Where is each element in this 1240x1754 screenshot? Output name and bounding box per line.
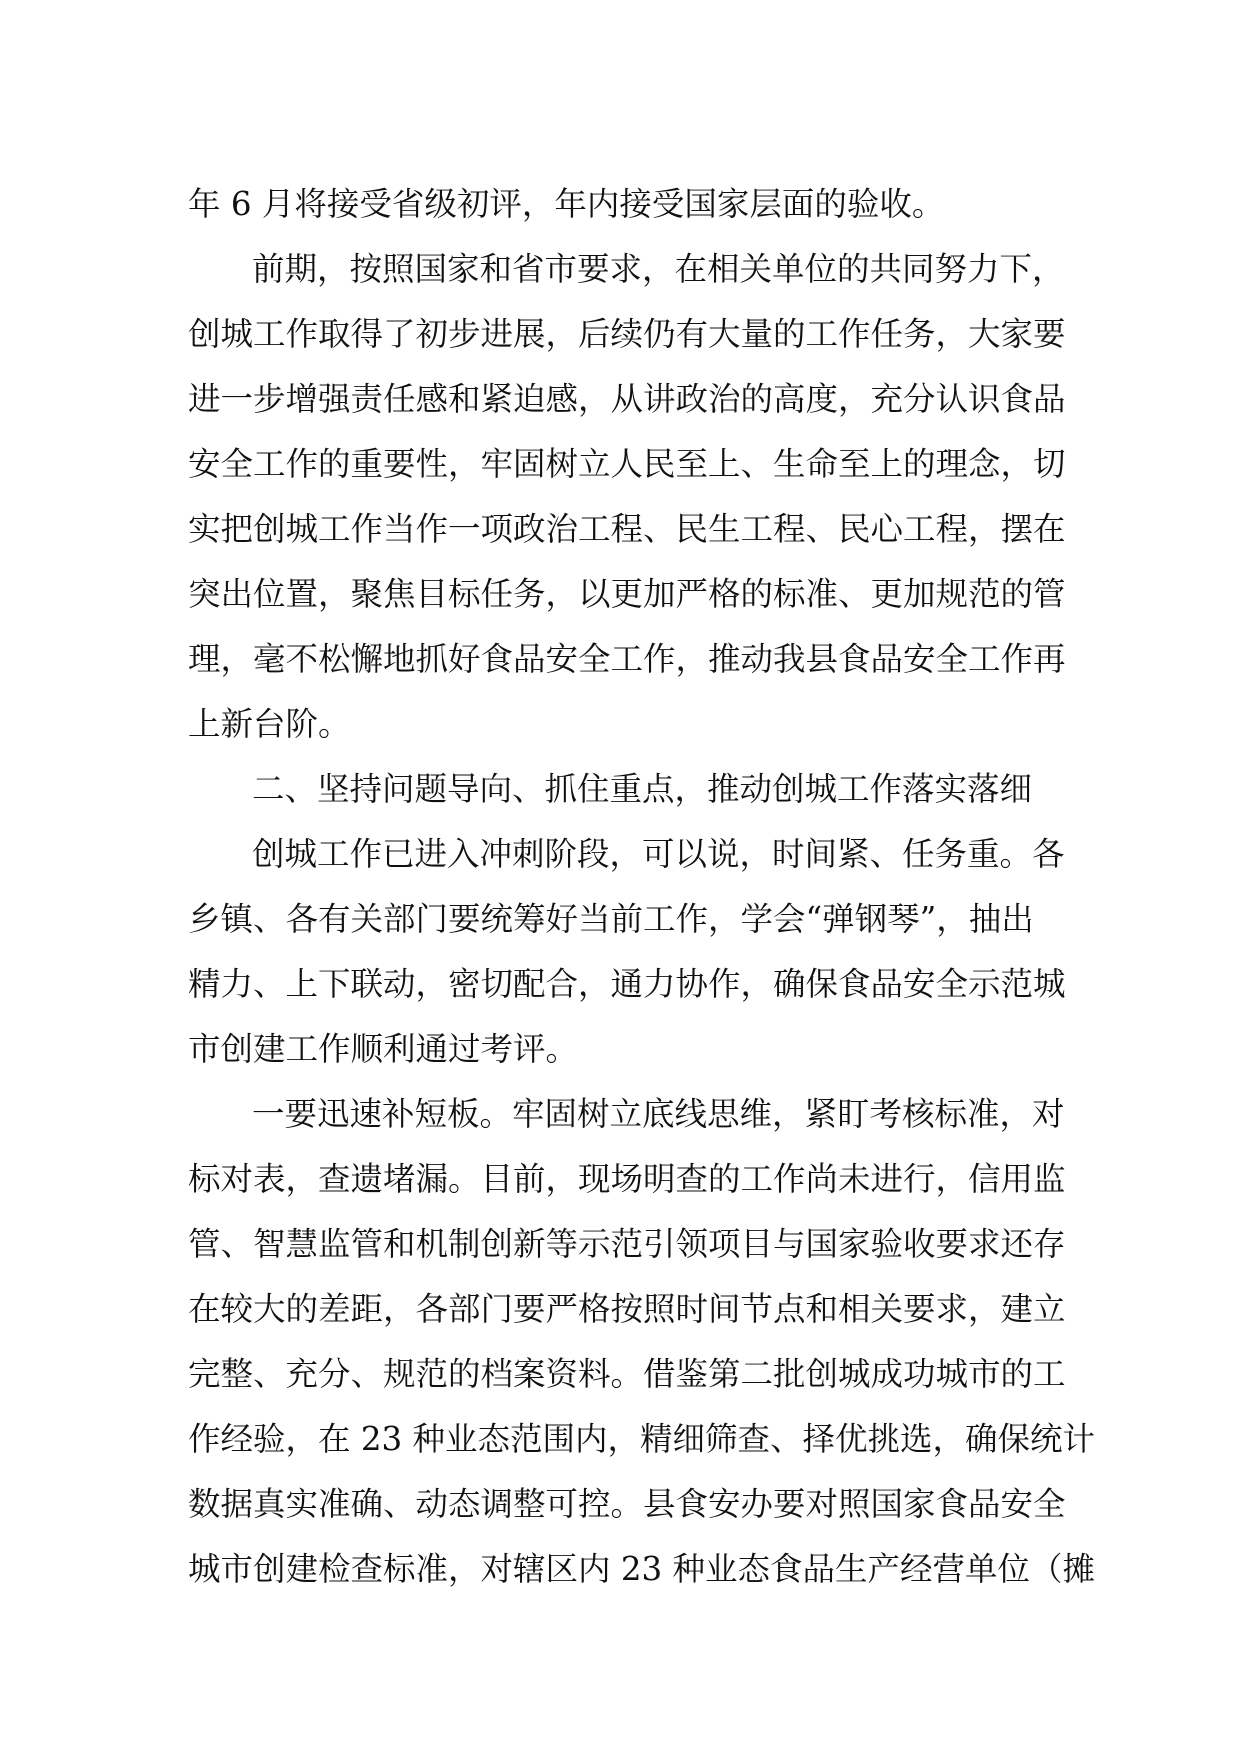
text-line: 城市创建检查标准，对辖区内 23 种业态食品生产经营单位（摊 xyxy=(188,1550,1096,1588)
paragraph-start-line: 前期，按照国家和省市要求，在相关单位的共同努力下， xyxy=(252,250,1065,288)
paragraph-start-line: 创城工作已进入冲刺阶段，可以说，时间紧、任务重。各 xyxy=(252,835,1065,873)
text-line: 作经验，在 23 种业态范围内，精细筛查、择优挑选，确保统计 xyxy=(188,1420,1096,1458)
text-line: 完整、充分、规范的档案资料。借鉴第二批创城成功城市的工 xyxy=(188,1355,1066,1393)
text-line: 数据真实准确、动态调整可控。县食安办要对照国家食品安全 xyxy=(188,1485,1066,1523)
section-heading: 二、坚持问题导向、抓住重点，推动创城工作落实落细 xyxy=(252,770,1033,808)
text-line: 上新台阶。 xyxy=(188,705,351,743)
text-line: 年 6 月将接受省级初评，年内接受国家层面的验收。 xyxy=(188,185,945,223)
text-line: 乡镇、各有关部门要统筹好当前工作，学会“弹钢琴”，抽出 xyxy=(188,900,1034,938)
text-line: 管、智慧监管和机制创新等示范引领项目与国家验收要求还存 xyxy=(188,1225,1066,1263)
text-line: 突出位置，聚焦目标任务，以更加严格的标准、更加规范的管 xyxy=(188,575,1066,613)
text-line: 理，毫不松懈地抓好食品安全工作，推动我县食品安全工作再 xyxy=(188,640,1066,678)
text-line: 精力、上下联动，密切配合，通力协作，确保食品安全示范城 xyxy=(188,965,1066,1003)
text-line: 标对表，查遗堵漏。目前，现场明查的工作尚未进行，信用监 xyxy=(188,1160,1066,1198)
body-text xyxy=(188,172,1096,1602)
paragraph-start-line: 一要迅速补短板。牢固树立底线思维，紧盯考核标准，对 xyxy=(252,1095,1065,1133)
text-line: 进一步增强责任感和紧迫感，从讲政治的高度，充分认识食品 xyxy=(188,380,1066,418)
text-line: 在较大的差距，各部门要严格按照时间节点和相关要求，建立 xyxy=(188,1290,1066,1328)
text-line: 市创建工作顺利通过考评。 xyxy=(188,1030,579,1068)
text-line: 安全工作的重要性，牢固树立人民至上、生命至上的理念，切 xyxy=(188,445,1066,483)
text-line: 实把创城工作当作一项政治工程、民生工程、民心工程，摆在 xyxy=(188,510,1066,548)
text-line: 创城工作取得了初步进展，后续仍有大量的工作任务，大家要 xyxy=(188,315,1066,353)
